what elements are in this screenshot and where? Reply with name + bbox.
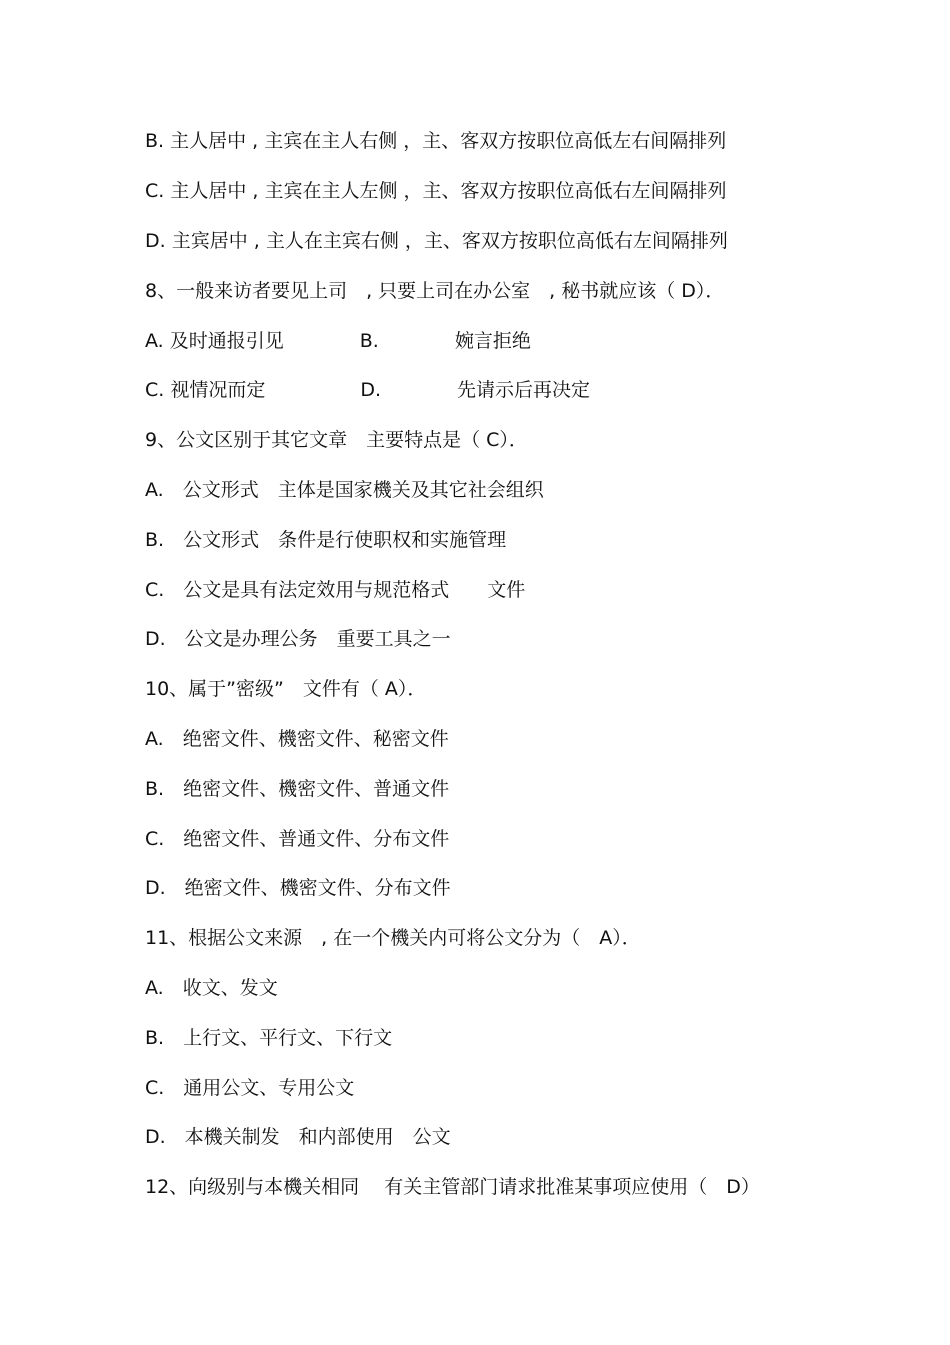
option-line: D. 主宾居中 , 主人在主宾右侧 ，主、客双方按职位高低右左间隔排列 [145,230,728,252]
question-line: 12、向级别与本機关相同 有关主管部门请求批准某事项应使用（ D） [145,1176,760,1198]
option-line: D. 绝密文件、機密文件、分布文件 [145,877,451,899]
option-line: C. 视情况而定 D. 先请示后再决定 [145,379,591,401]
option-line: B. 公文形式 条件是行使职权和实施管理 [145,529,507,551]
option-line: B. 上行文、平行文、下行文 [145,1027,393,1049]
option-line: C. 主人居中 , 主宾在主人左侧 ，主、客双方按职位高低右左间隔排列 [145,180,727,202]
option-line: A. 公文形式 主体是国家機关及其它社会组织 [145,479,544,501]
option-line: A. 绝密文件、機密文件、秘密文件 [145,728,449,750]
option-line: A. 收文、发文 [145,977,278,999]
option-line: B. 主人居中 , 主宾在主人右侧 ，主、客双方按职位高低左右间隔排列 [145,130,727,152]
option-line: D. 本機关制发 和内部使用 公文 [145,1126,451,1148]
question-line: 8、一般来访者要见上司 , 只要上司在办公室 , 秘书就应该（ D）． [145,280,725,302]
question-line: 9、公文区别于其它文章 主要特点是（ C）． [145,429,528,451]
question-line: 11、根据公文来源 , 在一个機关内可将公文分为（ A）． [145,927,641,949]
option-line: B. 绝密文件、機密文件、普通文件 [145,778,450,800]
option-line: D. 公文是办理公务 重要工具之一 [145,628,451,650]
option-line: C. 公文是具有法定效用与规范格式 文件 [145,579,526,601]
option-line: A. 及时通报引见 B. 婉言拒绝 [145,330,531,352]
option-line: C. 通用公文、专用公文 [145,1077,355,1099]
option-line: C. 绝密文件、普通文件、分布文件 [145,828,450,850]
question-line: 10、属于”密级” 文件有（ A）． [145,678,427,700]
